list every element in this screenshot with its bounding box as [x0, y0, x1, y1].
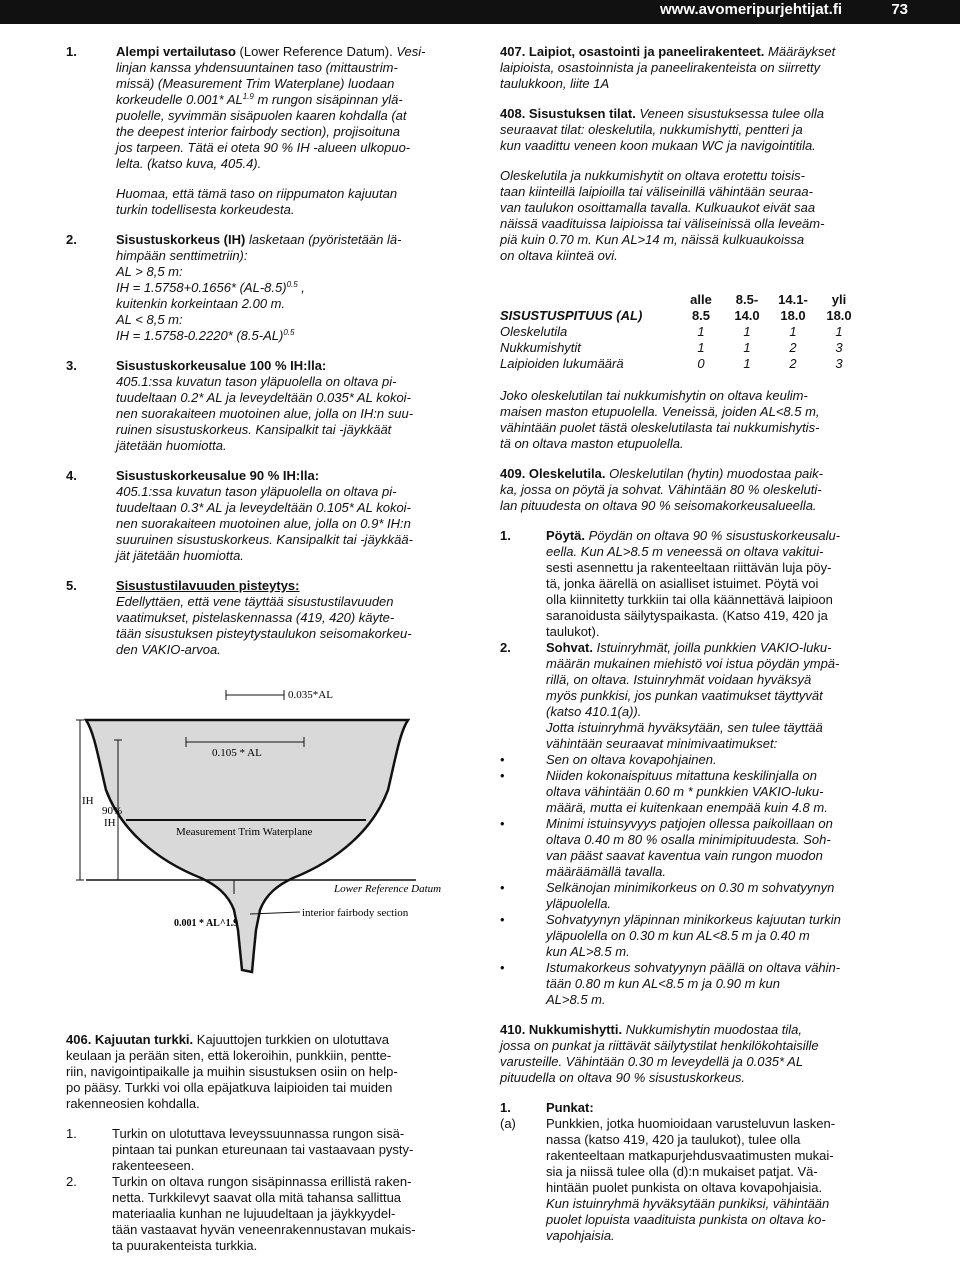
- text-line: lelta. (katso kuva, 405.4).: [116, 156, 262, 171]
- offset-label: 0.001 * AL^1.9: [174, 918, 239, 929]
- s410-item-a: (a) Punkkien, jotka huomioidaan varusteluvun lasken- nassa (katso 419, 420 ja taulukot), tulee olla rakenteeltaan matkapurjehdusvaatimusten mukai- sia ja niissä tulee olla (d):n mukaiset patjat. Vä- hintään puolet punkista on oltava kovapohjaisia. Kun istuinryhmä hyväksytään punkiksi, vähintään puolet lopuista vaadituista punkista on oltava ko- vapohjaisia.: [500, 1116, 836, 1243]
- site-url: www.avomeripurjehtijat.fi: [660, 1, 842, 18]
- list-item: • Sohvatyynyn yläpinnan minikorkeus kajuutan turkin yläpuolella on 0.30 m kun AL<8.5 m ja 0.40 m kun AL>8.5 m.: [500, 912, 841, 959]
- list-item: • Niiden kokonaispituus mitattuna keskilinjalla on oltava vähintään 0.60 m * punkkien VAKIO-luku- määrä, mutta ei kuitenkaan enempää kuin 4.8 m.: [500, 768, 828, 815]
- bullet-icon: •: [500, 768, 505, 783]
- table-cell: 14.1-: [778, 292, 808, 307]
- bullet-icon: •: [500, 752, 505, 767]
- bullet-icon: •: [500, 880, 505, 895]
- table-row: [500, 356, 862, 372]
- table-cell: 8.5: [691, 308, 711, 323]
- item1-text: [116, 44, 476, 172]
- table-row: [500, 324, 862, 340]
- table-cell: 18.0: [780, 308, 806, 323]
- item-interior-height: 2. Sisustuskorkeus (IH) lasketaan (pyöristetään lä- himpään senttimetriin): AL > 8,5 m: IH = 1.5758+0.1656* $(AL-8.5)^{0.5}$ , kuitenkin korkeintaan 2.00 m. AL < 8,5 m: IH = 1.5758-0.2220* $(8.5-AL)^{0.5}$: [66, 232, 476, 344]
- left-column: [66, 44, 476, 672]
- text-line: IH = 1.5758-0.2220* $(8.5-AL)^{0.5}$: [116, 328, 295, 343]
- waterplane-label: Measurement Trim Waterplane: [176, 826, 313, 838]
- table-cell: Oleskelutila: [500, 324, 568, 339]
- table-cell: 2: [789, 340, 797, 355]
- table-cell: 1: [789, 324, 797, 339]
- table-note: Joko oleskelutilan tai nukkumishytin on oltava keulim- maisen maston etupuolella. Veneissä, joiden AL<8.5 m, vähintään puolet tästä oleskelutilasta tai nukkumishytis- tä on oltava maston etupuolella.: [500, 388, 820, 451]
- section-408: 408. Sisustuksen tilat. Veneen sisustuksessa tulee olla seuraavat tilat: oleskelutila, nukkumishytti, pentteri ja kun vaadittu veneen koon mukaan WC ja navigointitila. Oleskelutila ja nukkumishytit on oltava erotettu toisis- taan kiinteillä laipioilla tai väliseinillä vähintään seuraa- van taulukon osoittamalla tavalla. Kulkuaukot eivät saa näissä vaadituissa laipioissa tai väliseinissä olla leveäm- piä kuin 0.70 m. Kun AL>14 m, näissä kulkuaukoissa on oltava kiinteä ovi.: [500, 106, 825, 263]
- text-line: AL < 8,5 m:: [116, 312, 183, 327]
- s406-item-1: 1. Turkin on ulotuttava leveyssuunnassa rungon sisä- pintaan tai punkan etureunaan tai vastaavaan pysty- rakenteeseen.: [66, 1126, 414, 1173]
- bullet-icon: •: [500, 816, 505, 831]
- item1-note: Huomaa, että tämä taso on riippumaton kajuutan turkin todellisesta korkeudesta.: [116, 186, 398, 217]
- table-cell: Nukkumishytit: [500, 340, 581, 355]
- bullet-icon: •: [500, 912, 505, 927]
- table-cell: 1: [835, 324, 843, 339]
- table-cell: 1: [743, 340, 751, 355]
- item-volume-scoring: 5. Sisustustilavuuden pisteytys: Edellyttäen, että vene täyttää sisustustilavuuden vaatimukset, pistelaskennassa (419, 420) käyte- tään sisustuksen pisteytystaulukon seisomakorkeu- den VAKIO-arvoa.: [66, 578, 412, 657]
- list-item: • Selkänojan minimikorkeus on 0.30 m sohvatyynyn yläpuolella.: [500, 880, 835, 911]
- right-column: [500, 44, 900, 1244]
- table-cell: SISUSTUSPITUUS (AL): [500, 308, 643, 323]
- text-line: Alempi vertailutaso (Lower Reference Datum). Vesi-: [116, 44, 426, 59]
- list-item: • Sen on oltava kovapohjainen.: [500, 752, 717, 767]
- table-cell: 18.0: [826, 308, 852, 323]
- list-item: • Istumakorkeus sohvatyynyn päällä on oltava vähin- tään 0.80 m kun AL<8.5 m ja 0.90 m kun AL>8.5 m.: [500, 960, 841, 1007]
- text-line: linjan kanssa yhdensuuntainen taso (mittaustrim-: [116, 60, 398, 75]
- text-line: missä) (Measurement Trim Waterplane) luodaan: [116, 76, 395, 91]
- table-cell: 8.5-: [735, 292, 759, 307]
- text-line: IH = 1.5758+0.1656* $(AL-8.5)^{0.5}$ ,: [116, 280, 305, 295]
- s409-sofa-item: 2. Sohvat. Istuinryhmät, joilla punkkien VAKIO-luku- määrän mukainen miehistö voi istua pöydän ympä- rillä, on oltava. Istuinryhmät voidaan hyväksyä myös punkkisi, jos punkan vaatimukset täyttyvät (katso 410.1(a)). Jotta istuinryhmä hyväksytään, sen tulee täyttää vähintään seuraavat minimivaatimukset:: [500, 640, 840, 751]
- page-header: [0, 0, 960, 24]
- table-cell: 3: [835, 340, 843, 355]
- section-409: 409. Oleskelutila. Oleskelutilan (hytin) muodostaa paik- ka, jossa on pöytä ja sohvat. Vähintään 80 % oleskeluti- lan pituudesta on oltava 90 % seisomakorkeusalueella.: [500, 466, 824, 513]
- table-row: [500, 340, 862, 356]
- s406-item-2: 2. Turkin on oltava rungon sisäpinnassa erillistä raken- netta. Turkkilevyt saavat olla mitä tahansa sallittua materiaalia kunhan ne lujuudeltaan ja jäykkyydel- tään vastaavat hyvän veneenrakennustavan mukais- ta puurakenteista turkkia.: [66, 1174, 416, 1253]
- section-407: 407. Laipiot, osastointi ja paneelirakenteet. Määräykset laipioista, osastoinnista ja paneelirakenteista on siirretty taulukkoon, liite 1A: [500, 44, 836, 91]
- table-cell: 14.0: [734, 308, 760, 323]
- ih90-label-a: 90%: [102, 805, 123, 817]
- table-cell: 1: [697, 340, 705, 355]
- dim-mid-label: 0.105 * AL: [212, 747, 262, 759]
- text-line: the deepest interior fairbody section), projisoituna: [116, 124, 400, 139]
- item2-formulas: [116, 248, 476, 344]
- ih90-label-b: IH: [104, 817, 116, 829]
- bullet-icon: •: [500, 960, 505, 975]
- s410-berths: 1. Punkat:: [500, 1100, 594, 1115]
- table-row: [500, 292, 862, 308]
- text-line: jos tarpeen. Tätä ei oteta 90 % IH -alueen ulkopuo-: [116, 140, 411, 155]
- table-cell: 1: [697, 324, 705, 339]
- table-row: [500, 308, 862, 324]
- item-lower-reference-datum: 1. Alempi vertailutaso (Lower Reference Datum). Vesi- linjan kanssa yhdensuuntainen taso (mittaustrim- missä) (Measurement Trim Waterplane) luodaan korkeudelle 0.001* $AL^{1.9}$ m rungon sisäpinnan ylä- puolelle, syvimmän sisäpuolen kaaren kohdalla (at the deepest interior fairbody section), projisoituna jos tarpeen. Tätä ei oteta 90 % IH -alueen ulkopuo- lelta. (katso kuva, 405.4). Huomaa, että tämä taso on riippumaton kajuutan turkin todellisesta korkeudesta.: [66, 44, 476, 218]
- item-height-area-100: 3. Sisustuskorkeusalue 100 % IH:lla: 405.1:ssa kuvatun tason yläpuolella on oltava pi- tuudeltaan 0.2* AL ja leveydeltään 0.035* AL kokoi- nen suorakaiteen muotoinen alue, jolla on IH:n suu- ruinen sisustuskorkeus. Kansipalkit tai -jäykkäät jätetään huomiotta.: [66, 358, 414, 453]
- table-cell: 3: [835, 356, 843, 371]
- table-cell: 0: [697, 356, 705, 371]
- list-item: • Minimi istuinsyvyys patjojen ollessa paikoillaan on oltava 0.40 m 80 % osalla minimipituudesta. Soh- van pääst saavat kaventua vain rungon muodon määräämällä tavalla.: [500, 816, 833, 879]
- text-line: puolelle, syvimmän sisäpuolen kaaren kohdalla (at: [116, 108, 407, 123]
- table-cell: 1: [743, 356, 751, 371]
- dim-top-label: 0.035*AL: [288, 689, 333, 701]
- table-cell: alle: [690, 292, 712, 307]
- table-cell: yli: [831, 292, 847, 307]
- room-requirements-table: [500, 292, 862, 372]
- text-line: kuitenkin korkeintaan 2.00 m.: [116, 296, 286, 311]
- item-height-area-90: 4. Sisustuskorkeusalue 90 % IH:lla: 405.1:ssa kuvatun tason yläpuolella on oltava pi- tuudeltaan 0.3* AL ja leveydeltään 0.105* AL kokoi- nen suorakaiteen muotoinen alue, jolla on 0.9* IH:n suuruinen sisustuskorkeus. Kansipalkit tai -jäykkää- jät jätetään huomiotta.: [66, 468, 413, 563]
- text-line: himpään senttimetriin):: [116, 248, 248, 263]
- table-cell: [500, 292, 678, 308]
- text-line: korkeudelle 0.001* $AL^{1.9}$ m rungon sisäpinnan ylä-: [116, 92, 403, 107]
- table-cell: Laipioiden lukumäärä: [500, 356, 624, 371]
- table-cell: 2: [789, 356, 797, 371]
- text-line: AL > 8,5 m:: [116, 264, 183, 279]
- hull-section-diagram: [66, 680, 476, 1020]
- datum-label: Lower Reference Datum: [334, 883, 442, 895]
- ih-label: IH: [82, 795, 94, 807]
- table-cell: 1: [743, 324, 751, 339]
- page-number: 73: [891, 1, 908, 18]
- sofa-requirements-list: [500, 752, 900, 1008]
- section-label: interior fairbody section: [302, 907, 409, 919]
- section-410: 410. Nukkumishytti. Nukkumishytin muodostaa tila, jossa on punkat ja riittävät säilytystilat henkilökohtaisille varusteille. Vähintään 0.30 m leveydellä ja 0.035* AL pituudella on oltava 90 % sisustuskorkeus.: [500, 1022, 819, 1085]
- s409-table-item: 1. Pöytä. Pöydän on oltava 90 % sisustuskorkeusalu- eella. Kun AL>8.5 m veneessä on oltava vakitui- sesti asennettu ja rakenteeltaan riittävän luja pöy- tä, jonka äärellä on asialliset istuimet. Pöytä voi olla kiinnitetty turkkiin tai olla käännettävä laipioon saranoidusta säilytyspaikasta. (Katso 419, 420 ja taulukot).: [500, 528, 841, 639]
- section-406: 406. Kajuutan turkki. Kajuuttojen turkkien on ulotuttava keulaan ja perään siten, että lokeroihin, punkkiin, pentte- riin, navigointipaikalle ja muihin sisustuksen osiin on help- po pääsy. Turkki voi olla epäjatkuva laipioiden tai muiden rakenneosien kohdalla. 1. Turkin on ulotuttava leveyssuunnassa rungon sisä- pintaan tai punkan etureunaan tai vastaavaan pysty- rakenteeseen. 2. Turkin on oltava rungon sisäpinnassa erillistä raken- netta. Turkkilevyt saavat olla mitä tahansa sallittua materiaalia kunhan ne lujuudeltaan ja jäykkyydel- tään vastaavat hyvän veneenrakennustavan mukais- ta puurakenteista turkkia.: [66, 1032, 476, 1254]
